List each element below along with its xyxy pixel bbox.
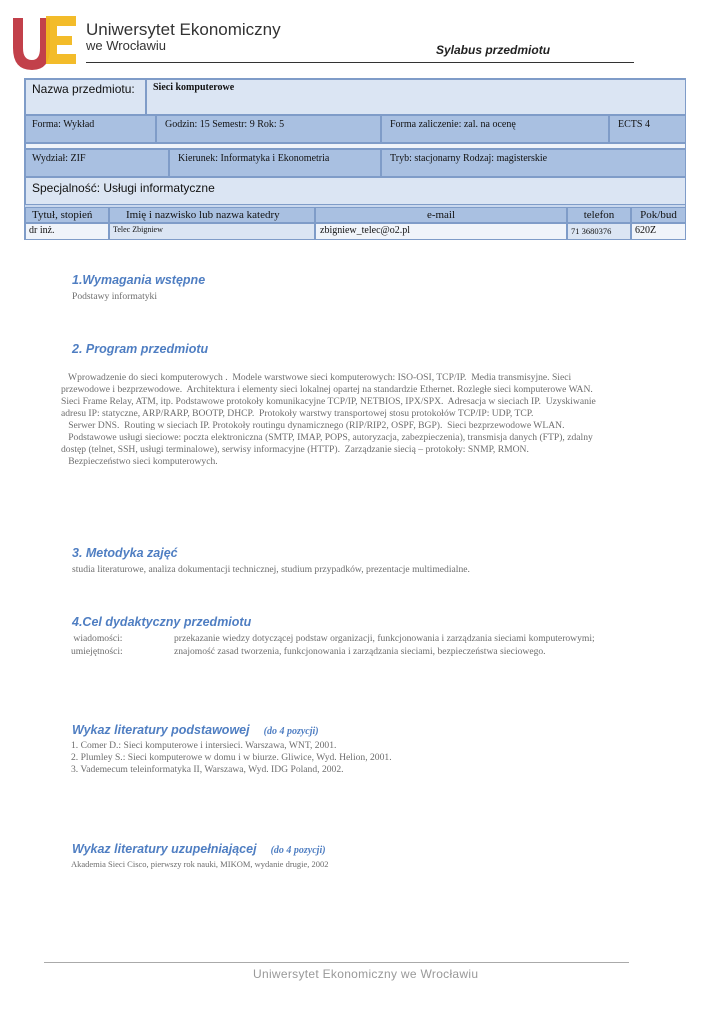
section-lit-uzup-note: (do 4 pozycji) xyxy=(270,845,326,856)
document-title: Sylabus przedmiotu xyxy=(436,43,551,57)
lit-podst-item: 3. Vademecum teleinformatyka II, Warszawa, Wyd. IDG Poland, 2002. xyxy=(71,764,344,775)
godzin-text: Godzin: 15 Semestr: 9 Rok: 5 xyxy=(165,119,285,130)
lit-podst-item: 2. Plumley S.: Sieci komputerowe w domu i w biurze. Gliwice, Wyd. Helion, 2001. xyxy=(71,752,392,763)
section-wymagania-title: 1.Wymagania wstępne xyxy=(72,273,206,287)
staff-pok-value: 620Z xyxy=(635,225,657,236)
section-lit-uzup-header xyxy=(72,840,326,858)
tryb-cell xyxy=(381,149,686,177)
staff-tytul-value: dr inż. xyxy=(29,225,55,236)
specjalnosc-cell xyxy=(25,177,686,205)
forma-text: Forma: Wykład xyxy=(32,119,95,130)
footer-divider xyxy=(44,962,629,963)
course-info-table xyxy=(24,78,686,240)
section-metodyka-text: studia literaturowe, analiza dokumentacji technicznej, studium przypadków, prezentacje multimedialne. xyxy=(72,564,470,575)
staff-cell-email xyxy=(315,223,567,240)
lit-uzup-list xyxy=(71,858,329,870)
staff-header-tytul xyxy=(25,207,109,223)
staff-telefon-value: 71 3680376 xyxy=(571,226,612,236)
specjalnosc-text: Specjalność: Usługi informatyczne xyxy=(32,181,215,195)
staff-cell-imie xyxy=(109,223,315,240)
program-line: Wprowadzenie do sieci komputerowych . Modele warstwowe sieci komputerowych: ISO-OSI, TCP/IP. Media transmisyjne. Sieci xyxy=(61,372,572,383)
header-divider xyxy=(86,62,634,63)
university-city: we Wrocławiu xyxy=(86,38,166,53)
section-lit-uzup-title: Wykaz literatury uzupełniającej xyxy=(72,842,257,856)
course-name-label: Nazwa przedmiotu: xyxy=(32,82,135,96)
footer-text: Uniwersytet Ekonomiczny we Wrocławiu xyxy=(253,967,479,981)
university-name: Uniwersytet Ekonomiczny xyxy=(86,20,281,39)
cel-label-wiadomosci: wiadomości: xyxy=(71,633,123,644)
course-name-value-cell xyxy=(146,79,686,115)
program-line: Serwer DNS. Routing w sieciach IP. Protokoły routingu dynamicznego (RIP/RIP2, OSPF, BGP). Sieci bezprzewodowe WLAN. xyxy=(61,420,565,431)
section-lit-podst-title: Wykaz literatury podstawowej xyxy=(72,723,250,737)
kierunek-cell xyxy=(169,149,381,177)
staff-header-telefon-text: telefon xyxy=(583,209,615,221)
section-cel-title: 4.Cel dydaktyczny przedmiotu xyxy=(72,615,252,629)
wydzial-text: Wydział: ZIF xyxy=(32,153,86,164)
university-logo xyxy=(10,14,80,72)
staff-header-pok xyxy=(631,207,686,223)
kierunek-text: Kierunek: Informatyka i Ekonometria xyxy=(178,153,330,164)
staff-imie-value: Telec Zbigniew xyxy=(113,225,163,234)
forma-cell xyxy=(25,115,156,143)
program-line: Sieci Frame Relay, ATM, itp. Podstawowe protokoły komunikacyjne TCP/IP, NETBIOS, IPX/SPX. Adresacja w sieciach IP. Uzyskiwanie xyxy=(61,396,596,407)
cel-value-wiadomosci: przekazanie wiedzy dotyczącej podstaw organizacji, funkcjonowania i zarządzania sieciami komputerowymi; xyxy=(174,633,595,644)
staff-header-email xyxy=(315,207,567,223)
godzin-cell xyxy=(156,115,381,143)
program-line: adresu IP: statyczne, ARP/RARP, BOOTP, DHCP. Protokoły warstwy transportowej stosu protokołów TCP/IP: UDP, TCP. xyxy=(61,408,534,419)
cel-label-umiejetnosci: umiejętności: xyxy=(71,646,123,657)
program-line: Bezpieczeństwo sieci komputerowych. xyxy=(61,456,218,467)
staff-cell-tytul xyxy=(25,223,109,240)
staff-header-pok-text: Pok/bud xyxy=(640,209,677,221)
section-metodyka-title: 3. Metodyka zajęć xyxy=(72,546,178,560)
staff-header-tytul-text: Tytuł, stopień xyxy=(32,209,93,221)
staff-cell-pok xyxy=(631,223,686,240)
cel-value-umiejetnosci: znajomość zasad tworzenia, funkcjonowania i zarządzania sieciami, bezpieczeństwa sieciowego. xyxy=(174,646,546,657)
zaliczenie-cell xyxy=(381,115,609,143)
staff-email-link[interactable]: zbigniew_telec@o2.pl xyxy=(320,225,411,236)
staff-cell-telefon xyxy=(567,223,631,240)
section-program-title: 2. Program przedmiotu xyxy=(72,342,209,356)
ects-cell xyxy=(609,115,686,143)
course-name-value: Sieci komputerowe xyxy=(153,82,235,93)
staff-header-telefon xyxy=(567,207,631,223)
wydzial-cell xyxy=(25,149,169,177)
ects-text: ECTS 4 xyxy=(618,119,650,130)
course-name-label-cell xyxy=(25,79,146,115)
section-wymagania-text: Podstawy informatyki xyxy=(72,291,158,302)
staff-header-email-text: e-mail xyxy=(426,209,456,221)
staff-header-imie-text: Imię i nazwisko lub nazwa katedry xyxy=(126,209,280,221)
section-program-text xyxy=(61,360,691,480)
zaliczenie-text: Forma zaliczenie: zal. na ocenę xyxy=(390,119,516,130)
program-line: przewodowe i bezprzewodowe. Architektura i elementy sieci lokalnej opartej na standardzie Ethernet. Rozległe sieci komputerowe WAN. xyxy=(61,384,593,395)
lit-uzup-item: Akademia Sieci Cisco, pierwszy rok nauki, MIKOM, wydanie drugie, 2002 xyxy=(71,859,329,869)
program-line: Podstawowe usługi sieciowe: poczta elektroniczna (SMTP, IMAP, POPS, autoryzacja, zabezpieczenia), transmisja danych (FTP), zdalny xyxy=(61,432,593,443)
staff-header-imie xyxy=(109,207,315,223)
section-lit-podst-header xyxy=(72,721,319,739)
lit-podst-item: 1. Comer D.: Sieci komputerowe i intersieci. Warszawa, WNT, 2001. xyxy=(71,740,337,751)
lit-podst-list xyxy=(71,740,392,776)
section-lit-podst-note: (do 4 pozycji) xyxy=(263,726,319,737)
program-line: dostęp (telnet, SSH, usługi terminalowe), serwisy informacyjne (HTTP). Zarządzanie siecią – protokoły: SNMP, RMON. xyxy=(61,444,529,455)
tryb-text: Tryb: stacjonarny Rodzaj: magisterskie xyxy=(390,153,548,164)
